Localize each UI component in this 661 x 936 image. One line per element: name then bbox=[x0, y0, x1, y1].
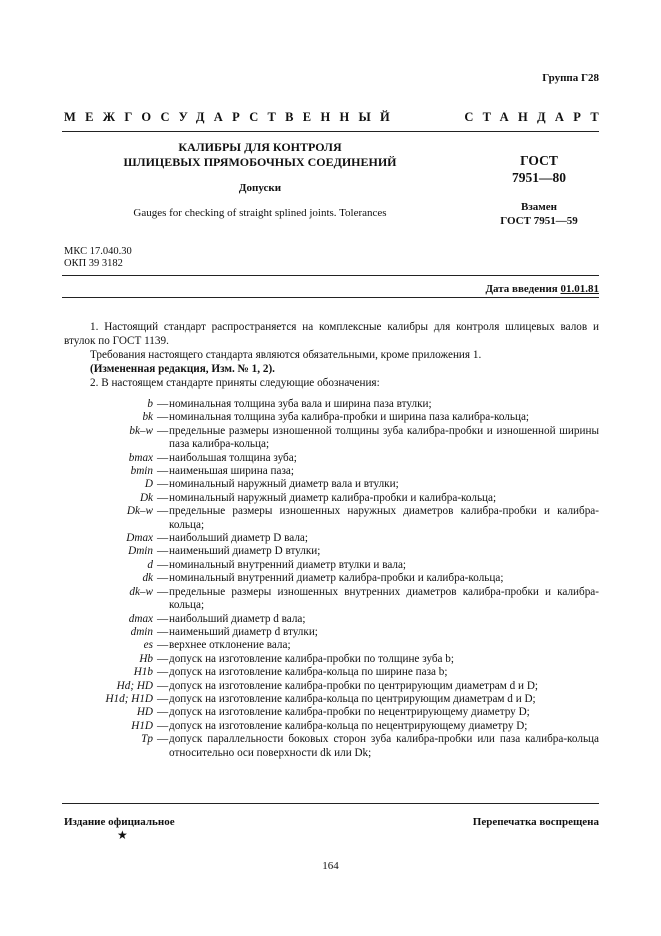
definition-symbol: Dk–w bbox=[126, 505, 153, 518]
definition-symbol: Dk bbox=[139, 491, 153, 504]
definition-text: наименьший диаметр d втулки; bbox=[169, 625, 318, 638]
intro-date-label: Дата введения bbox=[485, 283, 558, 295]
definition-row bbox=[64, 639, 599, 652]
definition-text: номинальный внутренний диаметр калибра-пробки и калибра-кольца; bbox=[169, 572, 504, 585]
gost-number-block bbox=[490, 152, 588, 186]
definition-dash: — bbox=[157, 491, 169, 504]
document-title bbox=[120, 140, 400, 170]
mks-code: МКС 17.040.30 bbox=[64, 246, 132, 257]
definition-text: допуск на изготовление калибра-кольца по нецентрирующему диаметру D; bbox=[169, 719, 528, 732]
definition-row bbox=[64, 613, 599, 626]
date-rule bbox=[62, 297, 599, 298]
definition-symbol: d bbox=[147, 558, 153, 571]
definition-text: допуск на изготовление калибра-пробки по центрирующим диаметрам d и D; bbox=[169, 679, 539, 692]
definition-dash: — bbox=[157, 639, 169, 652]
definition-row bbox=[64, 532, 599, 545]
document-subtitle: Допуски bbox=[238, 182, 282, 194]
footer-rule bbox=[62, 803, 599, 804]
definition-symbol: dk bbox=[142, 572, 153, 585]
definition-row bbox=[64, 478, 599, 491]
definition-symbol: bmin bbox=[130, 465, 153, 478]
paragraph-amendment: (Измененная редакция, Изм. № 1, 2). bbox=[90, 363, 275, 375]
title-line: КАЛИБРЫ ДЛЯ КОНТРОЛЯ bbox=[178, 140, 342, 154]
definition-row bbox=[64, 626, 599, 639]
definition-symbol: Dmin bbox=[128, 545, 153, 558]
definition-text: наибольшая толщина зуба; bbox=[169, 451, 297, 464]
definition-row bbox=[64, 452, 599, 465]
definition-row bbox=[64, 720, 599, 733]
definition-text: допуск параллельности боковых сторон зуба калибра-пробки или паза калибра-кольца относительно оси поверхности dk или Dk; bbox=[169, 733, 599, 759]
definition-symbol: dk–w bbox=[129, 585, 153, 598]
gost-number: 7951—80 bbox=[512, 170, 566, 185]
definition-dash: — bbox=[157, 733, 169, 746]
definition-dash: — bbox=[157, 558, 169, 571]
definition-dash: — bbox=[157, 465, 169, 478]
definition-dash: — bbox=[157, 424, 169, 437]
definition-text: предельные размеры изношенных наружных диаметров калибра-пробки и калибра-кольца; bbox=[169, 505, 599, 531]
definition-row bbox=[64, 411, 599, 424]
definition-dash: — bbox=[157, 478, 169, 491]
definition-dash: — bbox=[157, 585, 169, 598]
definition-row bbox=[64, 559, 599, 572]
paragraph: 2. В настоящем стандарте приняты следующие обозначения: bbox=[90, 377, 380, 389]
definition-symbol: Dmax bbox=[126, 532, 153, 545]
definition-text: верхнее отклонение вала; bbox=[169, 639, 291, 652]
definition-dash: — bbox=[157, 612, 169, 625]
definition-text: предельные размеры изношенных внутренних диаметров калибра-пробки и калибра-кольца; bbox=[169, 585, 599, 612]
definition-symbol: dmax bbox=[128, 612, 153, 625]
okp-code: ОКП 39 3182 bbox=[64, 258, 123, 269]
definition-dash: — bbox=[157, 666, 169, 679]
definition-text: наибольший диаметр D вала; bbox=[169, 532, 308, 545]
definition-text: номинальный наружный диаметр калибра-пробки и калибра-кольца; bbox=[169, 491, 497, 504]
definition-text: номинальная толщина зуба калибра-пробки и ширина паза калибра-кольца; bbox=[169, 411, 530, 424]
definition-row bbox=[64, 492, 599, 505]
definition-dash: — bbox=[157, 532, 169, 545]
reprint-forbidden: Перепечатка воспрещена bbox=[472, 816, 599, 828]
definition-row bbox=[64, 572, 599, 585]
definition-symbol: H1d; H1D bbox=[105, 692, 153, 705]
definition-text: предельные размеры изношенной толщины зуба калибра-пробки и изношенной ширины паза калибра-кольца; bbox=[169, 424, 599, 451]
definition-symbol: HD bbox=[136, 706, 153, 719]
definition-text: допуск на изготовление калибра-пробки по толщине зуба b; bbox=[169, 652, 454, 665]
page-number: 164 bbox=[322, 860, 339, 872]
definition-dash: — bbox=[157, 545, 169, 558]
classification-codes bbox=[64, 246, 132, 270]
definition-symbol: Tp bbox=[141, 733, 153, 746]
replaces-value: ГОСТ 7951—59 bbox=[500, 215, 578, 227]
definition-dash: — bbox=[157, 451, 169, 464]
definition-row bbox=[64, 398, 599, 411]
definition-text: допуск на изготовление калибра-пробки по нецентрирующему диаметру D; bbox=[169, 706, 530, 719]
standard-banner bbox=[64, 110, 608, 125]
title-line: ШЛИЦЕВЫХ ПРЯМОБОЧНЫХ СОЕДИНЕНИЙ bbox=[123, 155, 397, 169]
banner-right: СТАНДАРТ bbox=[464, 110, 608, 124]
intro-date-value: 01.01.81 bbox=[560, 283, 599, 295]
definition-text: допуск на изготовление калибра-кольца по центрирующим диаметрам d и D; bbox=[169, 692, 536, 705]
definition-dash: — bbox=[157, 719, 169, 732]
official-edition: Издание официальное bbox=[64, 816, 175, 828]
header-rule bbox=[62, 131, 599, 132]
definition-symbol: bk bbox=[142, 411, 153, 424]
definition-symbol: bk–w bbox=[129, 424, 153, 437]
definition-symbol: H1D bbox=[131, 719, 153, 732]
paragraph: Требования настоящего стандарта являются обязательными, кроме приложения 1. bbox=[90, 349, 482, 361]
definition-dash: — bbox=[157, 411, 169, 424]
definition-row bbox=[64, 425, 599, 452]
definition-dash: — bbox=[157, 398, 169, 410]
definition-dash: — bbox=[157, 625, 169, 638]
gost-label: ГОСТ bbox=[520, 153, 558, 168]
definition-row bbox=[64, 706, 599, 719]
definition-row bbox=[64, 680, 599, 693]
replaces-block bbox=[480, 200, 598, 228]
definition-symbol: es bbox=[143, 639, 153, 652]
replaces-label: Взамен bbox=[521, 201, 557, 213]
definition-row bbox=[64, 666, 599, 679]
definition-text: наибольший диаметр d вала; bbox=[169, 612, 306, 625]
english-title: Gauges for checking of straight splined joints. Tolerances bbox=[133, 207, 387, 219]
paragraph: 1. Настоящий стандарт распространяется на комплексные калибры для контроля шлицевых валов и втулок по ГОСТ 1139. bbox=[64, 321, 599, 347]
definition-symbol: b bbox=[147, 398, 153, 410]
definition-text: номинальный внутренний диаметр втулки и вала; bbox=[169, 558, 407, 571]
definition-text: наименьшая ширина паза; bbox=[169, 465, 294, 478]
definition-row bbox=[64, 733, 599, 760]
definition-dash: — bbox=[157, 679, 169, 692]
group-code: Группа Г28 bbox=[542, 72, 599, 84]
definition-symbol: Hb bbox=[139, 652, 153, 665]
definition-symbol: D bbox=[144, 478, 153, 491]
definition-row bbox=[64, 545, 599, 558]
definition-symbol: dmin bbox=[130, 625, 153, 638]
definition-symbol: H1b bbox=[133, 666, 153, 679]
star-icon: ★ bbox=[117, 828, 128, 842]
definition-dash: — bbox=[157, 505, 169, 518]
definition-row bbox=[64, 465, 599, 478]
definition-text: номинальная толщина зуба вала и ширина паза втулки; bbox=[169, 398, 432, 410]
definition-text: номинальный наружный диаметр вала и втулки; bbox=[169, 478, 399, 491]
definition-text: допуск на изготовление калибра-кольца по ширине паза b; bbox=[169, 666, 448, 679]
definition-dash: — bbox=[157, 652, 169, 665]
definition-dash: — bbox=[157, 692, 169, 705]
definition-row bbox=[64, 653, 599, 666]
definition-text: наименьший диаметр D втулки; bbox=[169, 545, 321, 558]
definition-row bbox=[64, 505, 599, 532]
document-body bbox=[64, 320, 599, 759]
definition-row bbox=[64, 693, 599, 706]
definition-row bbox=[64, 586, 599, 613]
definition-symbol: bmax bbox=[128, 451, 153, 464]
intro-date bbox=[485, 283, 599, 295]
codes-rule bbox=[62, 275, 599, 276]
definition-dash: — bbox=[157, 706, 169, 719]
banner-left: МЕЖГОСУДАРСТВЕННЫЙ bbox=[64, 110, 400, 124]
definition-dash: — bbox=[157, 572, 169, 585]
definitions-list bbox=[64, 398, 599, 760]
definition-symbol: Hd; HD bbox=[116, 679, 153, 692]
